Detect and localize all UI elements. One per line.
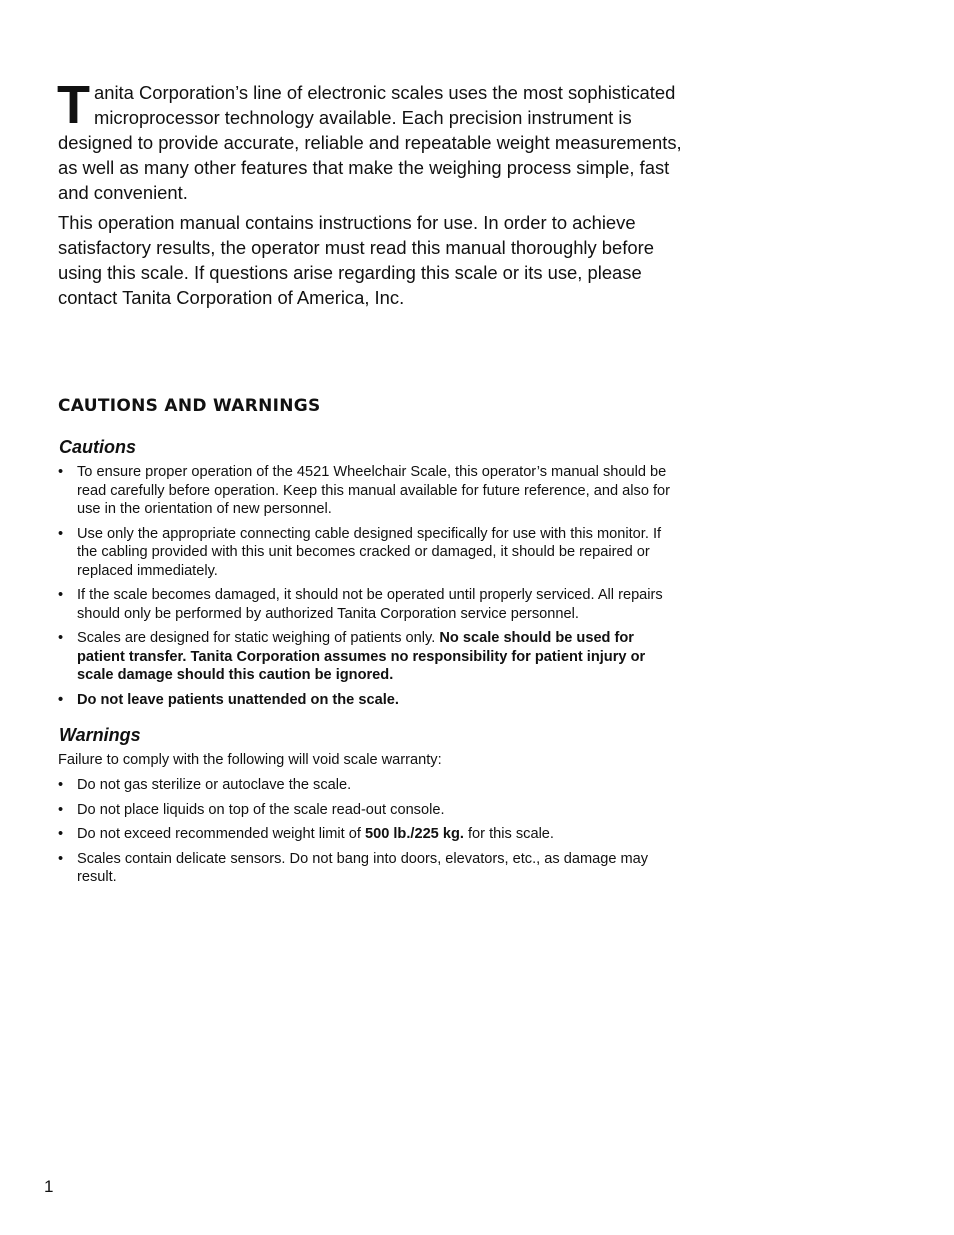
- warnings-list: [58, 776, 683, 893]
- cautions-heading: Cautions: [59, 437, 137, 457]
- list-item-text: Use only the appropriate connecting cable designed specifically for use with this monitor. If the cabling provided with this unit becomes cracked or damaged, it should be repaired or replaced immediately.: [77, 525, 662, 579]
- list-item-text: If the scale becomes damaged, it should not be operated until properly serviced. All repairs should only be performed by authorized Tanita Corporation service personnel.: [77, 587, 663, 622]
- list-item: [58, 850, 683, 887]
- warnings-intro: Failure to comply with the following will void scale warranty:: [58, 752, 442, 768]
- intro-paragraph-1-text: anita Corporation’s line of electronic scales uses the most sophisticated microprocessor technology available. Each precision instrument is designed to provide accurate, reliable and repeatable weight measurements, as well as many other features that make the weighing process simple, fast and convenient.: [58, 82, 682, 203]
- list-item-bold-text: No scale should be used for patient transfer. Tanita Corporation assumes no responsibility for patient injury or scale damage should this caution be ignored.: [77, 630, 646, 683]
- warnings-heading: Warnings: [59, 725, 141, 745]
- list-item: [58, 691, 683, 710]
- page-number: 1: [44, 1177, 54, 1196]
- drop-cap: T: [57, 75, 90, 135]
- list-item: [58, 801, 683, 820]
- list-item-text: Scales contain delicate sensors. Do not bang into doors, elevators, etc., as damage may result.: [77, 850, 649, 885]
- intro-paragraph-2: This operation manual contains instructions for use. In order to achieve satisfactory results, the operator must read this manual thoroughly before using this scale. If questions arise regarding this scale or its use, please contact Tanita Corporation of America, Inc.: [58, 212, 654, 308]
- list-item-text-after: for this scale.: [463, 826, 554, 842]
- section-heading: CAUTIONS AND WARNINGS: [58, 396, 321, 416]
- cautions-list: [58, 463, 683, 715]
- list-item: [58, 629, 683, 685]
- list-item: [58, 776, 683, 795]
- list-item: [58, 525, 683, 581]
- list-item-text: To ensure proper operation of the 4521 Wheelchair Scale, this operator’s manual should be read carefully before operation. Keep this manual available for future reference, and also for use in the orientation of new personnel.: [77, 464, 671, 517]
- list-item: [58, 825, 683, 844]
- list-item-text: Do not exceed recommended weight limit of: [77, 826, 365, 842]
- intro-text: [57, 75, 688, 310]
- intro-paragraph-1: [57, 75, 688, 205]
- list-item-bold-text: Do not leave patients unattended on the scale.: [77, 691, 399, 708]
- list-item: [58, 463, 683, 519]
- list-item-text: Do not place liquids on top of the scale read-out console.: [77, 801, 445, 818]
- list-item-text: Scales are designed for static weighing of patients only.: [77, 630, 440, 646]
- list-item-bold-text: 500 lb./225 kg.: [364, 826, 464, 842]
- list-item-text: Do not gas sterilize or autoclave the scale.: [77, 777, 352, 793]
- list-item: [58, 586, 683, 623]
